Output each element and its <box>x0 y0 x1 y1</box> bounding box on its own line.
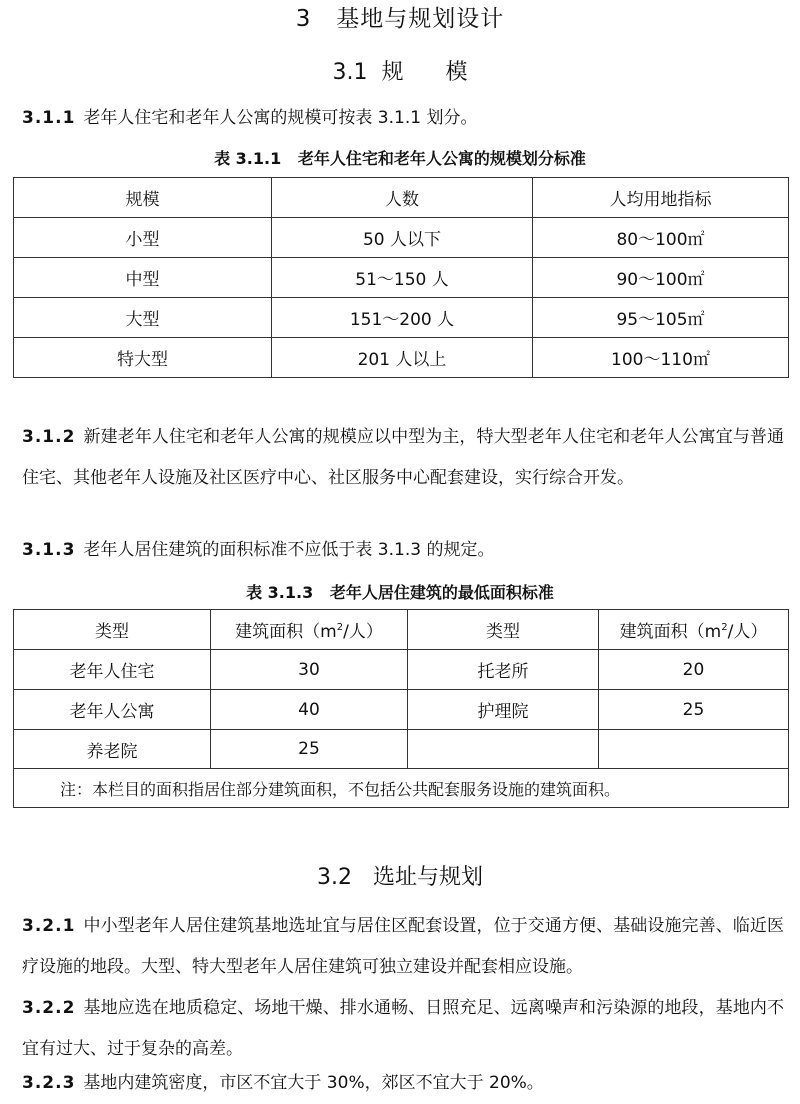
clause-3-1-3 <box>22 530 784 571</box>
header-cell: 建筑面积（$m^2/$人） <box>599 610 789 650</box>
cell-area <box>599 730 789 769</box>
clause-text: 基地应选在地质稳定、场地干燥、排水通畅、日照充足、远离噪声和污染源的地段，基地内不宜有过大、过于复杂的高差。 <box>22 998 784 1059</box>
table-row <box>14 338 789 378</box>
cell-area: 25 <box>211 730 408 769</box>
header-cell: 类型 <box>14 610 211 650</box>
clause-3-2-1 <box>22 906 784 988</box>
table-note: 注：本栏目的面积指居住部分建筑面积，不包括公共配套服务设施的建筑面积。 <box>14 769 789 808</box>
cell-people: 151～200 人 <box>272 298 533 338</box>
clause-text: 基地内建筑密度，市区不宜大于 30%，郊区不宜大于 20%。 <box>83 1073 544 1093</box>
header-cell: 人数 <box>272 178 533 218</box>
header-cell: 规模 <box>14 178 272 218</box>
cell-people: 51～150 人 <box>272 258 533 298</box>
table-3-1-1 <box>13 177 789 378</box>
cell-area: 25 <box>599 690 789 730</box>
clause-3-2-3 <box>22 1063 784 1104</box>
header-cell: 人均用地指标 <box>533 178 789 218</box>
cell-area: 20 <box>599 650 789 690</box>
table-header-row <box>14 610 789 650</box>
clause-text: 新建老年人住宅和老年人公寓的规模应以中型为主，特大型老年人住宅和老年人公寓宜与普通住宅、其他老年人设施及社区医疗中心、社区服务中心配套建设，实行综合开发。 <box>22 427 784 488</box>
cell-area: 30 <box>211 650 408 690</box>
section-title-3-1: 3.1 规 模 <box>332 60 468 85</box>
table-caption-3-1-3: 表 3.1.3 老年人居住建筑的最低面积标准 <box>246 583 554 602</box>
table-row <box>14 730 789 769</box>
cell-area: 40 <box>211 690 408 730</box>
cell-scale: 大型 <box>14 298 272 338</box>
clause-3-1-2 <box>22 417 784 499</box>
cell-type: 老年人公寓 <box>14 690 211 730</box>
table-note-row <box>14 769 789 808</box>
clause-number: 3.1.2 <box>22 427 76 447</box>
clause-text: 中小型老年人居住建筑基地选址宜与居住区配套设置，位于交通方便、基础设施完善、临近医疗设施的地段。大型、特大型老年人居住建筑可独立建设并配套相应设施。 <box>22 916 784 977</box>
cell-scale: 小型 <box>14 218 272 258</box>
cell-type: 托老所 <box>408 650 599 690</box>
cell-people: 201 人以上 <box>272 338 533 378</box>
clause-number: 3.2.2 <box>22 998 76 1018</box>
clause-number: 3.2.3 <box>22 1073 76 1093</box>
clause-number: 3.1.1 <box>22 108 76 128</box>
chapter-title: 3 基地与规划设计 <box>295 6 505 32</box>
cell-type: 养老院 <box>14 730 211 769</box>
header-cell: 类型 <box>408 610 599 650</box>
table-row <box>14 218 789 258</box>
clause-3-2-2 <box>22 988 784 1070</box>
table-3-1-3 <box>13 609 789 808</box>
clause-text: 老年人居住建筑的面积标准不应低于表 3.1.3 的规定。 <box>83 540 495 560</box>
table-caption-3-1-1: 表 3.1.1 老年人住宅和老年人公寓的规模划分标准 <box>214 149 586 168</box>
table-row <box>14 650 789 690</box>
cell-type: 老年人住宅 <box>14 650 211 690</box>
header-cell: 建筑面积（$m^2/$人） <box>211 610 408 650</box>
cell-land: 100～110㎡ <box>533 338 789 378</box>
table-row <box>14 690 789 730</box>
clause-text: 老年人住宅和老年人公寓的规模可按表 3.1.1 划分。 <box>83 108 478 128</box>
section-title-3-2: 3.2 选址与规划 <box>317 865 483 890</box>
clause-number: 3.1.3 <box>22 540 76 560</box>
clause-3-1-1 <box>22 98 784 139</box>
table-row <box>14 298 789 338</box>
cell-people: 50 人以下 <box>272 218 533 258</box>
cell-scale: 特大型 <box>14 338 272 378</box>
cell-land: 80～100㎡ <box>533 218 789 258</box>
cell-land: 95～105㎡ <box>533 298 789 338</box>
cell-land: 90～100㎡ <box>533 258 789 298</box>
table-row <box>14 258 789 298</box>
cell-scale: 中型 <box>14 258 272 298</box>
cell-type <box>408 730 599 769</box>
table-header-row <box>14 178 789 218</box>
cell-type: 护理院 <box>408 690 599 730</box>
clause-number: 3.2.1 <box>22 916 76 936</box>
